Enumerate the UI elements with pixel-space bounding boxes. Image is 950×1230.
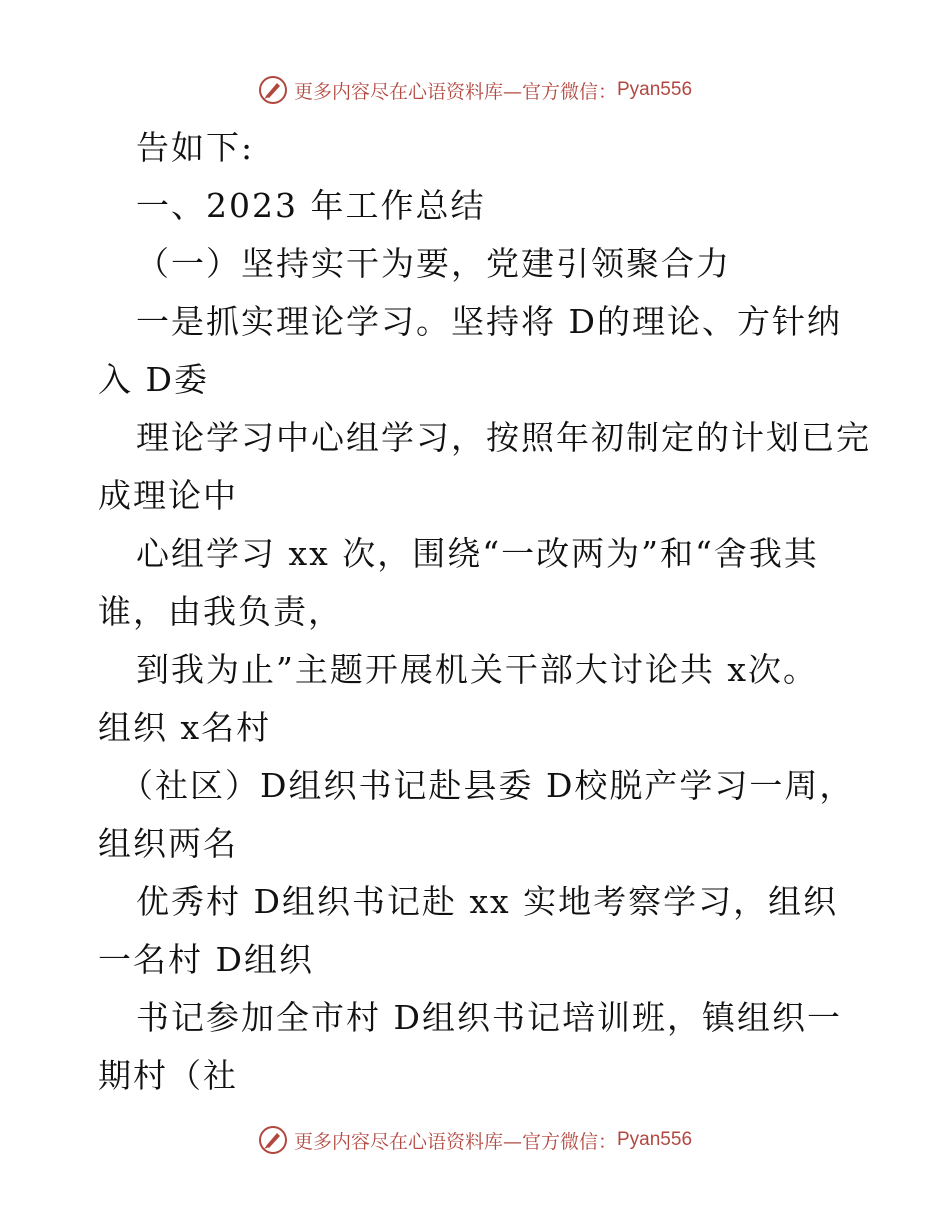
text-line: 组织 x名村 (98, 708, 272, 747)
text-line: 优秀村 D组织书记赴 xx 实地考察学习，组织 (136, 882, 839, 921)
text-line: 谁，由我负责， (98, 592, 343, 631)
banner-text: 更多内容尽在心语资料库—官方微信： (293, 1130, 617, 1153)
text-line: 理论学习中心组学习，按照年初制定的计划已完 (136, 418, 871, 457)
footer-watermark-banner (0, 1120, 950, 1160)
text-line: 告如下: (136, 128, 255, 167)
text-line: 一是抓实理论学习。坚持将 D的理论、方针纳 (136, 302, 842, 341)
text-line: 到我为止”主题开展机关干部大讨论共 x次。 (136, 650, 818, 689)
pen-seal-icon (258, 1125, 288, 1155)
pen-seal-icon (258, 75, 288, 105)
text-line: （一）坚持实干为要，党建引领聚合力 (136, 244, 731, 283)
text-line: 心组学习 xx 次，围绕“一改两为”和“舍我其 (136, 534, 819, 573)
banner-text: 更多内容尽在心语资料库—官方微信： (293, 80, 617, 103)
text-line: 入 D委 (98, 360, 209, 399)
header-watermark-banner (0, 70, 950, 110)
banner-wechat-id: Pyan556 (617, 79, 693, 100)
text-line: 一名村 D组织 (98, 940, 314, 979)
text-line: 书记参加全市村 D组织书记培训班，镇组织一 (136, 998, 842, 1037)
text-line: 期村（社 (98, 1056, 238, 1095)
text-line: 成理论中 (98, 476, 238, 515)
text-line: （社区）D组织书记赴县委 D校脱产学习一周， (120, 766, 855, 805)
banner-wechat-id: Pyan556 (617, 1129, 693, 1150)
text-line: 组织两名 (98, 824, 238, 863)
text-line: 一、2023 年工作总结 (136, 186, 486, 225)
